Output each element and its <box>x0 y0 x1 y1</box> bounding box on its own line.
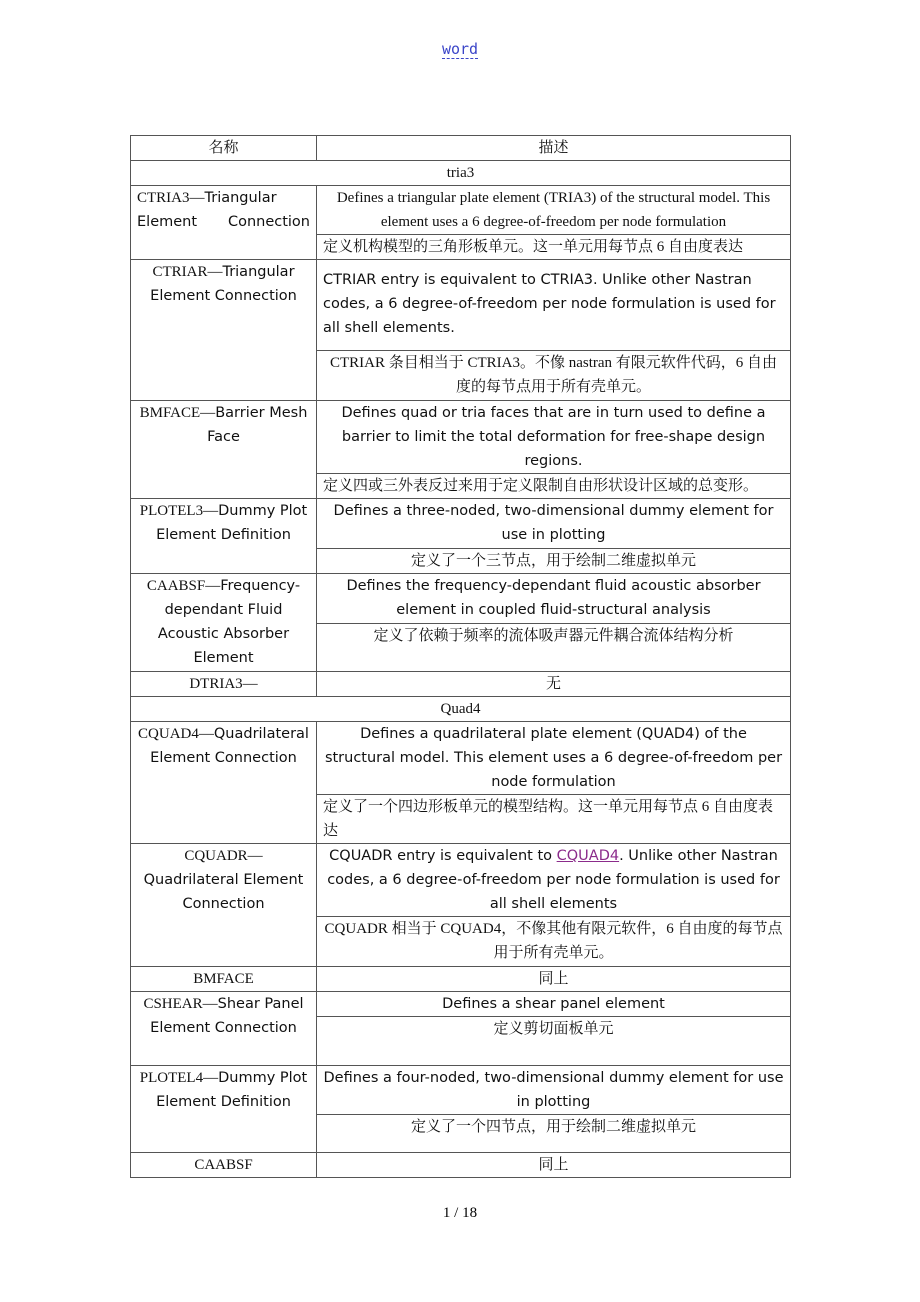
description-text: CQUADR entry is equivalent to <box>329 848 557 864</box>
element-code: BMFACE <box>193 971 254 987</box>
description-en: Defines a four-noded, two-dimensional dummy element for use in plotting <box>317 1066 791 1115</box>
name-cell <box>131 574 317 672</box>
section-title: Quad4 <box>131 697 791 722</box>
element-title: Frequency-dependant Fluid Acoustic Absorber Element <box>157 578 301 666</box>
section-row <box>131 161 791 186</box>
section-title: tria3 <box>131 161 791 186</box>
element-title: Barrier Mesh Face <box>207 405 308 445</box>
description-en: Defines a three-noded, two-dimensional dummy element for use in plotting <box>317 499 791 549</box>
description-zh: 定义四或三外表反过来用于定义限制自由形状设计区域的总变形。 <box>317 474 791 499</box>
element-title: Dummy Plot Element Definition <box>156 1070 308 1110</box>
element-code: CSHEAR— <box>143 996 218 1012</box>
header <box>0 40 920 59</box>
table-row <box>131 967 791 992</box>
description-cell: 同上 <box>317 967 791 992</box>
description-cell: 同上 <box>317 1153 791 1178</box>
cquad4-link[interactable]: CQUAD4 <box>556 848 620 864</box>
element-code: CQUAD4— <box>138 726 214 742</box>
table-row <box>131 1066 791 1115</box>
element-code: PLOTEL4— <box>139 1070 219 1086</box>
name-cell <box>131 1066 317 1153</box>
name-cell <box>131 401 317 499</box>
element-code: CAABSF <box>194 1157 253 1173</box>
description-zh: 定义了一个四节点，用于绘制二维虚拟单元 <box>317 1115 791 1153</box>
element-code: CAABSF— <box>146 578 221 594</box>
name-cell <box>131 992 317 1066</box>
description-en: Defines a quadrilateral plate element (QUAD4) of the structural model. This element uses a 6 degree-of-freedom per node formulation <box>317 722 791 795</box>
description-zh: 定义剪切面板单元 <box>317 1017 791 1066</box>
name-cell <box>131 722 317 844</box>
element-title: Shear Panel Element Connection <box>150 996 304 1036</box>
name-cell <box>131 1153 317 1178</box>
description-en: Defines quad or tria faces that are in turn used to define a barrier to limit the total deformation for free-shape design regions. <box>317 401 791 474</box>
table-row <box>131 992 791 1017</box>
element-code: CQUADR— <box>184 848 263 864</box>
element-code: BMFACE— <box>139 405 216 421</box>
name-cell <box>131 260 317 401</box>
element-title: Quadrilateral Element Connection <box>143 872 304 912</box>
description-en: Defines a triangular plate element (TRIA3) of the structural model. This element uses a 6 degree-of-freedom per node formulation <box>317 186 791 235</box>
description-en: Defines the frequency-dependant fluid acoustic absorber element in coupled fluid-structural analysis <box>317 574 791 624</box>
table-row <box>131 401 791 474</box>
description-zh: 定义了一个四边形板单元的模型结构。这一单元用每节点 6 自由度表达 <box>317 795 791 844</box>
name-cell <box>131 967 317 992</box>
description-zh: CTRIAR 条目相当于 CTRIA3。不像 nastran 有限元软件代码，6 自由度的每节点用于所有壳单元。 <box>317 351 791 401</box>
element-code: CTRIA3— <box>137 190 205 206</box>
description-zh: 定义了依赖于频率的流体吸声器元件耦合流体结构分析 <box>317 624 791 672</box>
element-code: DTRIA3— <box>189 676 258 692</box>
table-row <box>131 499 791 549</box>
name-cell <box>131 672 317 697</box>
element-title: Triangular Element Connection <box>150 264 297 304</box>
description-en <box>317 844 791 917</box>
description-cell: 无 <box>317 672 791 697</box>
description-zh: CQUADR 相当于 CQUAD4，不像其他有限元软件，6 自由度的每节点用于所有壳单元。 <box>317 917 791 967</box>
element-title: Quadrilateral Element Connection <box>150 726 309 766</box>
description-en: Defines a shear panel element <box>317 992 791 1017</box>
header-link[interactable]: word <box>441 40 479 58</box>
description-zh: 定义机构模型的三角形板单元。这一单元用每节点 6 自由度表达 <box>317 235 791 260</box>
description-en: CTRIAR entry is equivalent to CTRIA3. Unlike other Nastran codes, a 6 degree-of-freedom per node formulation is used for all shell elements. <box>317 260 791 351</box>
table-header-row <box>131 136 791 161</box>
table-row <box>131 672 791 697</box>
section-row <box>131 697 791 722</box>
table-row <box>131 844 791 917</box>
description-text: . Unlike other Nastran codes, a 6 degree-of-freedom per node formulation is used for all shell elements <box>327 848 780 912</box>
description-zh: 定义了一个三节点，用于绘制二维虚拟单元 <box>317 549 791 574</box>
table-row <box>131 260 791 351</box>
element-title: Dummy Plot Element Definition <box>156 503 308 543</box>
name-cell <box>131 844 317 967</box>
page-number: 1 / 18 <box>442 1205 478 1221</box>
name-cell <box>131 186 317 260</box>
table-row <box>131 186 791 235</box>
header-name: 名称 <box>131 136 317 161</box>
element-code: PLOTEL3— <box>139 503 219 519</box>
element-code: CTRIAR— <box>152 264 223 280</box>
table-row <box>131 1153 791 1178</box>
header-description: 描述 <box>317 136 791 161</box>
table-row <box>131 722 791 795</box>
table-row <box>131 574 791 624</box>
name-cell <box>131 499 317 574</box>
element-table <box>130 135 791 1178</box>
element-title: Triangular Element Connection <box>137 190 310 230</box>
